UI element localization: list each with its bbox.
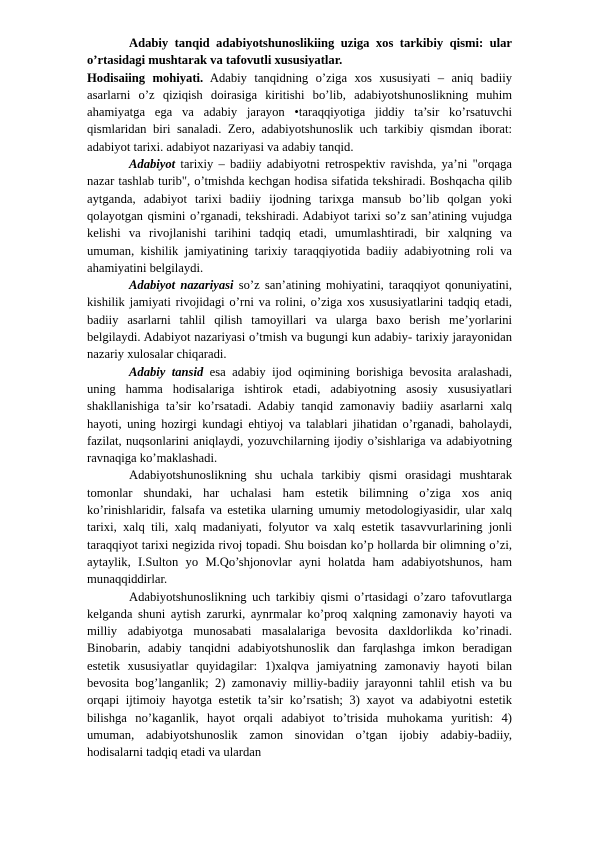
term-literary-criticism: Adabiy tansid	[129, 364, 204, 379]
literary-history-text: tarixiy – badiiy adabiyotni retrospektiv ravishda, ya’ni "orqaga nazar tashlab turib", o’tmishda kechgan hodisa sifatida tekshiradi. Boshqacha qilib aytganda, adabiyot tarixi badiiy ijodning tarixga mansub bo’lib qolgan yoki qolayotgan qismini o’rganadi, tekshiradi. Adabiyot tarixi so’z san’atining vujudga kelishi va rivojlanishi tarihini tadqiq etadi, umumlashtiradi, bir xalqning va umuman, kishilik jamiyatining tarixiy taraqqiyotida badiiy adabiyotning roli va ahamiyatini belgilaydi.	[87, 157, 512, 275]
paragraph-literary-history	[87, 156, 512, 277]
literary-theory-text: so’z san’atining mohiyatini, taraqqiyot qonuniyatini, kishilik jamiyati rivojidagi o’rni va rolini, o’ziga xos xususiyatlarini tadqiq etadi, badiiy asarlarni tahlil qilish tamoyillari va ularga baxo berish me’yorlarini belgilaydi. Adabiyot nazariyasi o’tmish va bugungi kun adabiy- tarixiy jarayonidan nazariy xulosalar chiqaradi.	[87, 278, 512, 362]
paragraph-literary-theory	[87, 277, 512, 363]
term-literary-theory: Adabiyot nazariyasi	[129, 278, 234, 293]
paragraph-essence	[87, 70, 512, 156]
paragraph-common-features: Adabiyotshunoslikning shu uchala tarkibiy qismi orasidagi mushtarak tomonlar shundaki, har uchalasi ham estetik bilimning o’ziga xos aniq ko’rinishlaridir, falsafa va estetika ularning umumiy metodologiyasidir, ular xalq tarixi, xalq tili, xalq madaniyati, folyutor va xalq estetik tasavvurlarining jonli taraqqiyot tarixi negizida rivoj topadi. Shu boisdan ko’p hollarda bir olimning o’zi, aytaylik, I.Sulton yo M.Qo’shjonovlar ayni holatda ham adabiyotshunos, ham munaqqiddirlar.	[87, 468, 512, 587]
heading-text: Adabiy tanqid adabiyotshunoslikiing uziga xos tarkibiy qismi: ular o’rtasidagi mushtarak va tafovutli xususiyatlar.	[87, 36, 512, 68]
literary-criticism-text: esa adabiy ijod oqimining borishiga bevosita aralashadi, uning hamma hodisalariga ishtirok etadi, adabiyotning asosiy xususiyatlari shakllanishiga ta’sir ko’rsatadi. Adabiy tanqid zamonaviy badiiy asarlarni xalq hayoti, uning hozirgi kundagi ehtiyoj va talablari jihatidan o’rganadi, baholaydi, fazilat, nuqsonlarini aniqlaydi, yozuvchilarning ijodiy o’sishlariga va adabiyotning ravnaqiga ko’maklashadi.	[87, 364, 512, 466]
essence-text: Adabiy tanqidning o’ziga xos xususiyati – aniq badiiy asarlarni o’z qiziqish doirasiga kiritishi bo’lib, adabiyotshunoslikning muhim ahamiyatga ega va adabiy jarayon •taraqqiyotiga jiddiy ta’sir ko’rsatuvchi qismlaridan biri sanaladi. Zero, adabiyotshunoslik uch tarkibiy qismdan iborat: adabiyot tarixi. adabiyot nazariyasi va adabiy tanqid.	[87, 70, 512, 154]
paragraph-differences: Adabiyotshunoslikning uch tarkibiy qismi o’rtasidagi o’zaro tafovutlarga kelganda shuni aytish zarurki, aynrmalar ko’proq xalqning zamonaviy hayoti va milliy adabiyotga munosabati masalalariga bevosita daxldorlikda ko’rinadi. Binobarin, adabiy tanqidni adabiyotshunoslik dan farqlashga imkon beradigan estetik xususiyatlar quyidagilar: 1)xalqva jamiyatning zamonaviy hayoti bilan bevosita bog’langanlik; 2) zamonaviy milliy-badiiy jarayonni tahlil etish va bu orqapi ijtimoiy hayotga estetik ta’sir ko’rsatish; 3) xayot va adabiyotni estetik bilishga no’kaganlik, hayot orqali adabiyot to’trisida muhokama yuritish: 4) umuman, adabiyotshunoslik zamon sinovidan o’tgan ijobiy adabiy-badiiy, hodisalarni tadqiq etadi va ulardan	[87, 589, 512, 760]
document-page	[87, 35, 512, 761]
essence-label: Hodisaiing mohiyati.	[87, 70, 204, 85]
section-heading	[87, 35, 512, 70]
term-literary-history: Adabiyot	[129, 157, 176, 172]
paragraph-literary-criticism	[87, 364, 512, 468]
